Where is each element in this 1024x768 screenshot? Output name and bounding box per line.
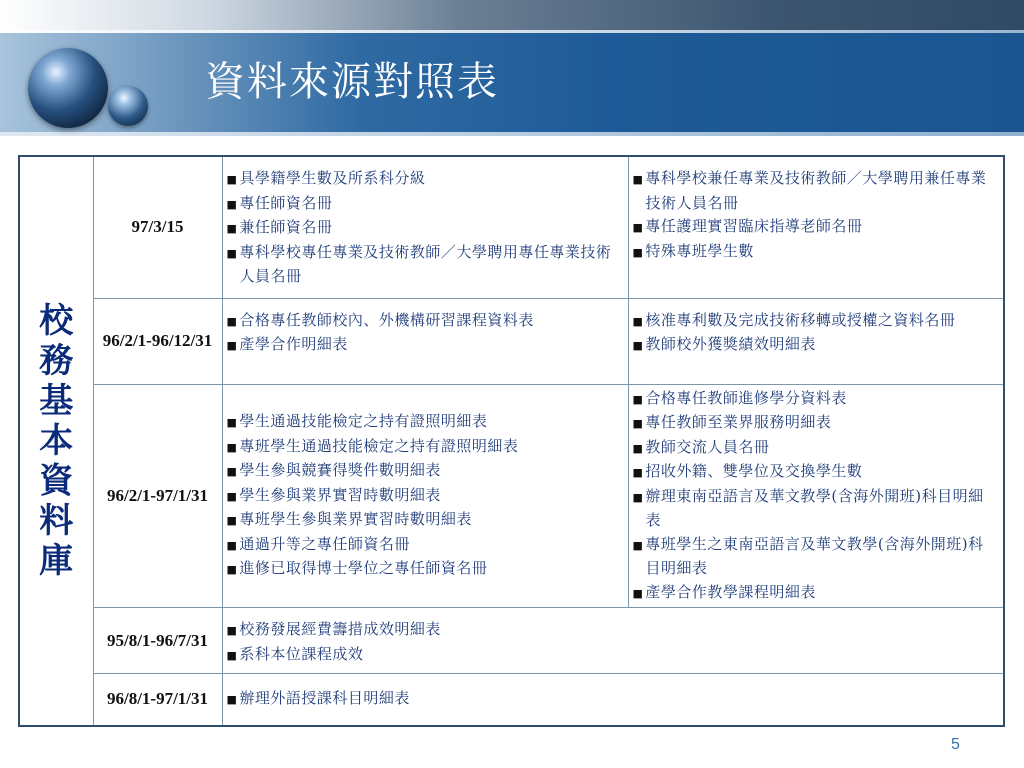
list-item: ■ 特殊專班學生數	[633, 240, 1000, 265]
table-row	[19, 674, 1004, 726]
list-item: ■ 專科學校專任專業及技術教師／大學聘用專任專業技術人員名冊	[227, 241, 624, 289]
table-row	[19, 384, 1004, 608]
list-item: ■ 兼任師資名冊	[227, 216, 624, 241]
list-item: ■ 專任教師至業界服務明細表	[633, 411, 1000, 436]
side-label: 校務基本資料庫	[39, 300, 74, 581]
date-cell: 96/2/1-97/1/31	[93, 384, 222, 608]
list-item: ■ 系科本位課程成效	[227, 643, 1000, 668]
list-item: ■ 辦理東南亞語言及華文教學(含海外開班)科目明細表	[633, 485, 1000, 533]
list-item: ■ 專班學生通過技能檢定之持有證照明細表	[227, 435, 624, 460]
header-bottom-line	[0, 132, 1024, 136]
page-number: 5	[951, 736, 960, 753]
list-item: ■ 學生參與競賽得獎件數明細表	[227, 459, 624, 484]
data-source-table	[18, 155, 1005, 727]
small-sphere-icon	[108, 86, 148, 126]
list-item: ■ 教師交流人員名冊	[633, 436, 1000, 461]
side-label-cell	[19, 156, 93, 726]
date-cell: 95/8/1-96/7/31	[93, 608, 222, 674]
left-items-cell	[222, 384, 628, 608]
list-item: ■ 產學合作教學課程明細表	[633, 581, 1000, 606]
list-item: ■ 辦理外語授課科目明細表	[227, 687, 1000, 712]
left-items-cell	[222, 674, 1004, 726]
slide-title: 資料來源對照表	[205, 59, 499, 105]
list-item: ■ 進修已取得博士學位之專任師資名冊	[227, 557, 624, 582]
list-item: ■ 學生參與業界實習時數明細表	[227, 484, 624, 509]
slide-header	[0, 0, 1024, 135]
list-item: ■ 校務發展經費籌措成效明細表	[227, 618, 1000, 643]
right-items-cell	[628, 298, 1004, 384]
list-item: ■ 合格專任教師進修學分資料表	[633, 387, 1000, 412]
header-sheen-line	[0, 30, 1024, 33]
list-item: ■ 具學籍學生數及所系科分級	[227, 167, 624, 192]
right-items-cell	[628, 384, 1004, 608]
left-items-cell	[222, 156, 628, 298]
list-item: ■ 專任師資名冊	[227, 192, 624, 217]
table-row	[19, 298, 1004, 384]
date-cell: 96/8/1-97/1/31	[93, 674, 222, 726]
list-item: ■ 專班學生之東南亞語言及華文教學(含海外開班)科目明細表	[633, 533, 1000, 581]
right-items-cell	[628, 156, 1004, 298]
date-cell: 97/3/15	[93, 156, 222, 298]
table-row	[19, 608, 1004, 674]
list-item: ■ 教師校外獲獎績效明細表	[633, 333, 1000, 358]
date-cell: 96/2/1-96/12/31	[93, 298, 222, 384]
left-items-cell	[222, 298, 628, 384]
list-item: ■ 招收外籍、雙學位及交換學生數	[633, 460, 1000, 485]
list-item: ■ 專任護理實習臨床指導老師名冊	[633, 215, 1000, 240]
list-item: ■ 核准專利數及完成技術移轉或授權之資料名冊	[633, 309, 1000, 334]
list-item: ■ 通過升等之專任師資名冊	[227, 533, 624, 558]
header-top-bar	[0, 0, 1024, 30]
list-item: ■ 專科學校兼任專業及技術教師／大學聘用兼任專業技術人員名冊	[633, 167, 1000, 215]
list-item: ■ 合格專任教師校內、外機構研習課程資料表	[227, 309, 624, 334]
list-item: ■ 學生通過技能檢定之持有證照明細表	[227, 410, 624, 435]
list-item: ■ 產學合作明細表	[227, 333, 624, 358]
large-sphere-icon	[28, 48, 108, 128]
list-item: ■ 專班學生參與業界實習時數明細表	[227, 508, 624, 533]
table-row	[19, 156, 1004, 298]
left-items-cell	[222, 608, 1004, 674]
